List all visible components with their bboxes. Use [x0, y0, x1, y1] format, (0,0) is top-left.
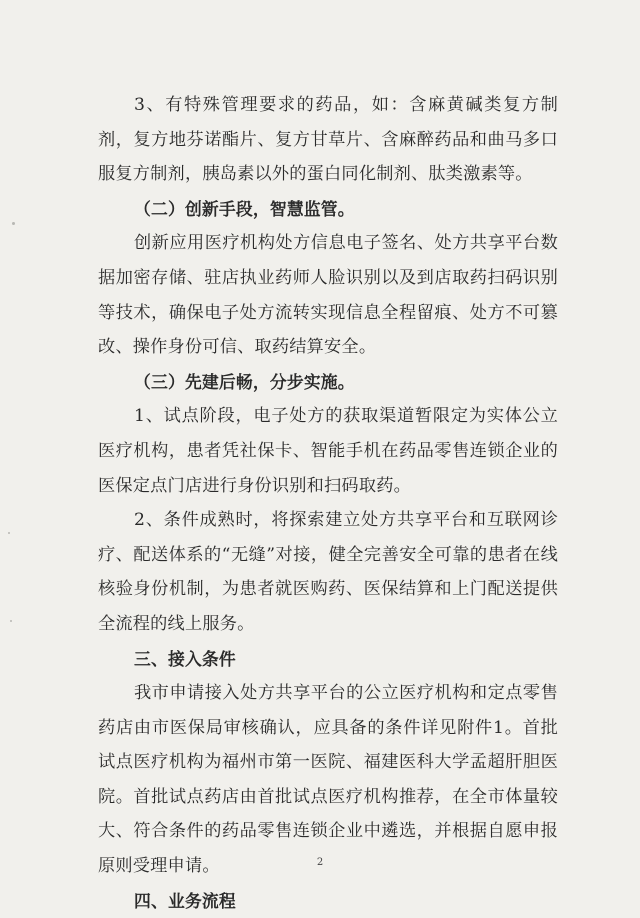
paragraph-mature-stage: 2、条件成熟时，将探索建立处方共享平台和互联网诊疗、配送体系的“无缝”对接，健全完善安全可靠的患者在线核验身份机制，为患者就医购药、医保结算和上门配送提供全流程的线上服务。 [98, 510, 558, 634]
paragraph-access-conditions: 我市申请接入处方共享平台的公立医疗机构和定点零售药店由市医保局审核确认，应具备的条件详见附件1。首批试点医疗机构为福州市第一医院、福建医科大学孟超肝胆医院。首批试点药店由首批试点医疗机构推荐，在全市体量较大、符合条件的药品零售连锁企业中遴选，并根据自愿申报原则受理申请。 [98, 683, 558, 877]
paragraph-innovation: 创新应用医疗机构处方信息电子签名、处方共享平台数据加密存储、驻店执业药师人脸识别以及到店取药扫码识别等技术，确保电子处方流转实现信息全程留痕、处方不可篡改、操作身份可信、取药结算安全。 [98, 233, 558, 358]
scan-speck [8, 532, 10, 534]
scan-speck [12, 222, 15, 225]
paragraph-special-drugs: 3、有特殊管理要求的药品，如：含麻黄碱类复方制剂，复方地芬诺酯片、复方甘草片、含麻醉药品和曲马多口服复方制剂，胰岛素以外的蛋白同化制剂、肽类激素等。 [98, 95, 558, 185]
paragraph-pilot-stage: 1、试点阶段，电子处方的获取渠道暂限定为实体公立医疗机构，患者凭社保卡、智能手机在药品零售连锁企业的医保定点门店进行身份识别和扫码取药。 [98, 406, 558, 496]
section-heading-innovation: （二）创新手段，智慧监管。 [134, 198, 355, 219]
document-body [98, 88, 558, 918]
page-number: 2 [316, 857, 324, 868]
section-heading-phased: （三）先建后畅，分步实施。 [134, 371, 355, 392]
scan-speck [10, 620, 12, 622]
section-heading-access: 三、接入条件 [134, 648, 236, 669]
section-heading-workflow: 四、业务流程 [134, 890, 236, 911]
